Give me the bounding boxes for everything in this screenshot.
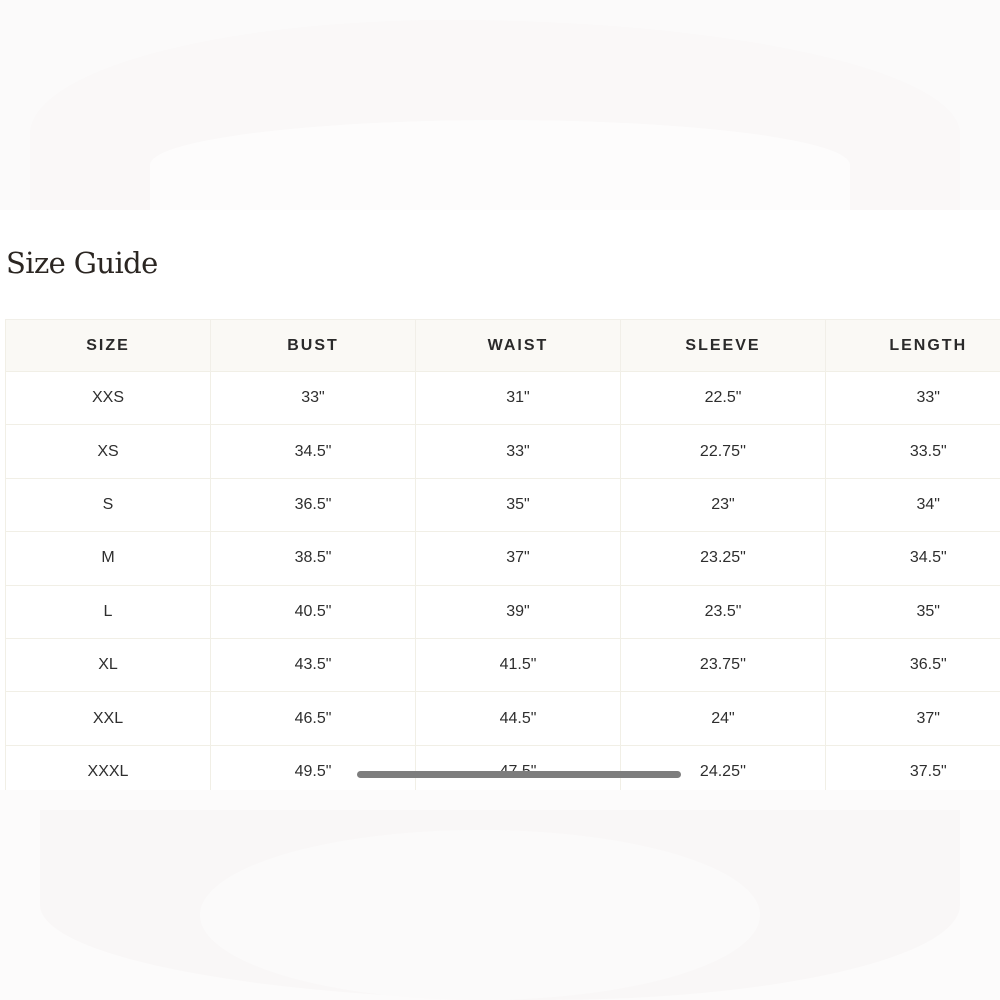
waist-cell: 35" — [416, 478, 621, 531]
length-cell: 34.5" — [826, 532, 1000, 585]
horizontal-scrollbar[interactable] — [357, 771, 681, 778]
bust-cell: 36.5" — [211, 478, 416, 531]
bust-cell: 46.5" — [211, 692, 416, 745]
waist-cell: 44.5" — [416, 692, 621, 745]
size-cell: XXL — [6, 692, 211, 745]
table-row — [6, 532, 1000, 585]
size-cell: L — [6, 585, 211, 638]
column-header-length: LENGTH — [826, 320, 1000, 372]
length-cell: 37.5" — [826, 745, 1000, 790]
table-row — [6, 585, 1000, 638]
bust-cell: 38.5" — [211, 532, 416, 585]
length-cell: 33.5" — [826, 425, 1000, 478]
bust-cell: 33" — [211, 372, 416, 425]
page-title: Size Guide — [6, 246, 158, 280]
size-cell: XXS — [6, 372, 211, 425]
column-header-size: SIZE — [6, 320, 211, 372]
blurred-backdrop-top — [0, 0, 1000, 210]
blurred-backdrop-bottom — [0, 790, 1000, 1000]
size-cell: M — [6, 532, 211, 585]
sleeve-cell: 23.75'' — [621, 638, 826, 691]
bust-cell: 49.5" — [211, 745, 416, 790]
table-row — [6, 478, 1000, 531]
table-row — [6, 692, 1000, 745]
size-cell: XL — [6, 638, 211, 691]
sleeve-cell: 22.5" — [621, 372, 826, 425]
sleeve-cell: 23" — [621, 478, 826, 531]
sleeve-cell: 22.75'' — [621, 425, 826, 478]
size-table — [5, 319, 1000, 790]
bust-cell: 40.5" — [211, 585, 416, 638]
table-header-row — [6, 320, 1000, 372]
waist-cell: 33" — [416, 425, 621, 478]
waist-cell: 31" — [416, 372, 621, 425]
column-header-waist: WAIST — [416, 320, 621, 372]
length-cell: 34" — [826, 478, 1000, 531]
length-cell: 37" — [826, 692, 1000, 745]
waist-cell: 41.5" — [416, 638, 621, 691]
table-row — [6, 372, 1000, 425]
sleeve-cell: 23.5" — [621, 585, 826, 638]
size-cell: XXXL — [6, 745, 211, 790]
sleeve-cell: 23.25" — [621, 532, 826, 585]
waist-cell: 37" — [416, 532, 621, 585]
table-row — [6, 425, 1000, 478]
sleeve-cell: 24" — [621, 692, 826, 745]
size-table-scroll-container[interactable] — [5, 319, 1000, 790]
table-row — [6, 745, 1000, 790]
table-row — [6, 638, 1000, 691]
column-header-bust: BUST — [211, 320, 416, 372]
waist-cell — [416, 745, 621, 790]
length-cell: 33" — [826, 372, 1000, 425]
bust-cell: 34.5" — [211, 425, 416, 478]
column-header-sleeve: SLEEVE — [621, 320, 826, 372]
size-guide-card — [0, 210, 1000, 790]
size-cell: XS — [6, 425, 211, 478]
bust-cell: 43.5" — [211, 638, 416, 691]
length-cell: 35" — [826, 585, 1000, 638]
waist-cell: 39" — [416, 585, 621, 638]
length-cell: 36.5" — [826, 638, 1000, 691]
sleeve-cell: 24.25'' — [621, 745, 826, 790]
size-cell: S — [6, 478, 211, 531]
